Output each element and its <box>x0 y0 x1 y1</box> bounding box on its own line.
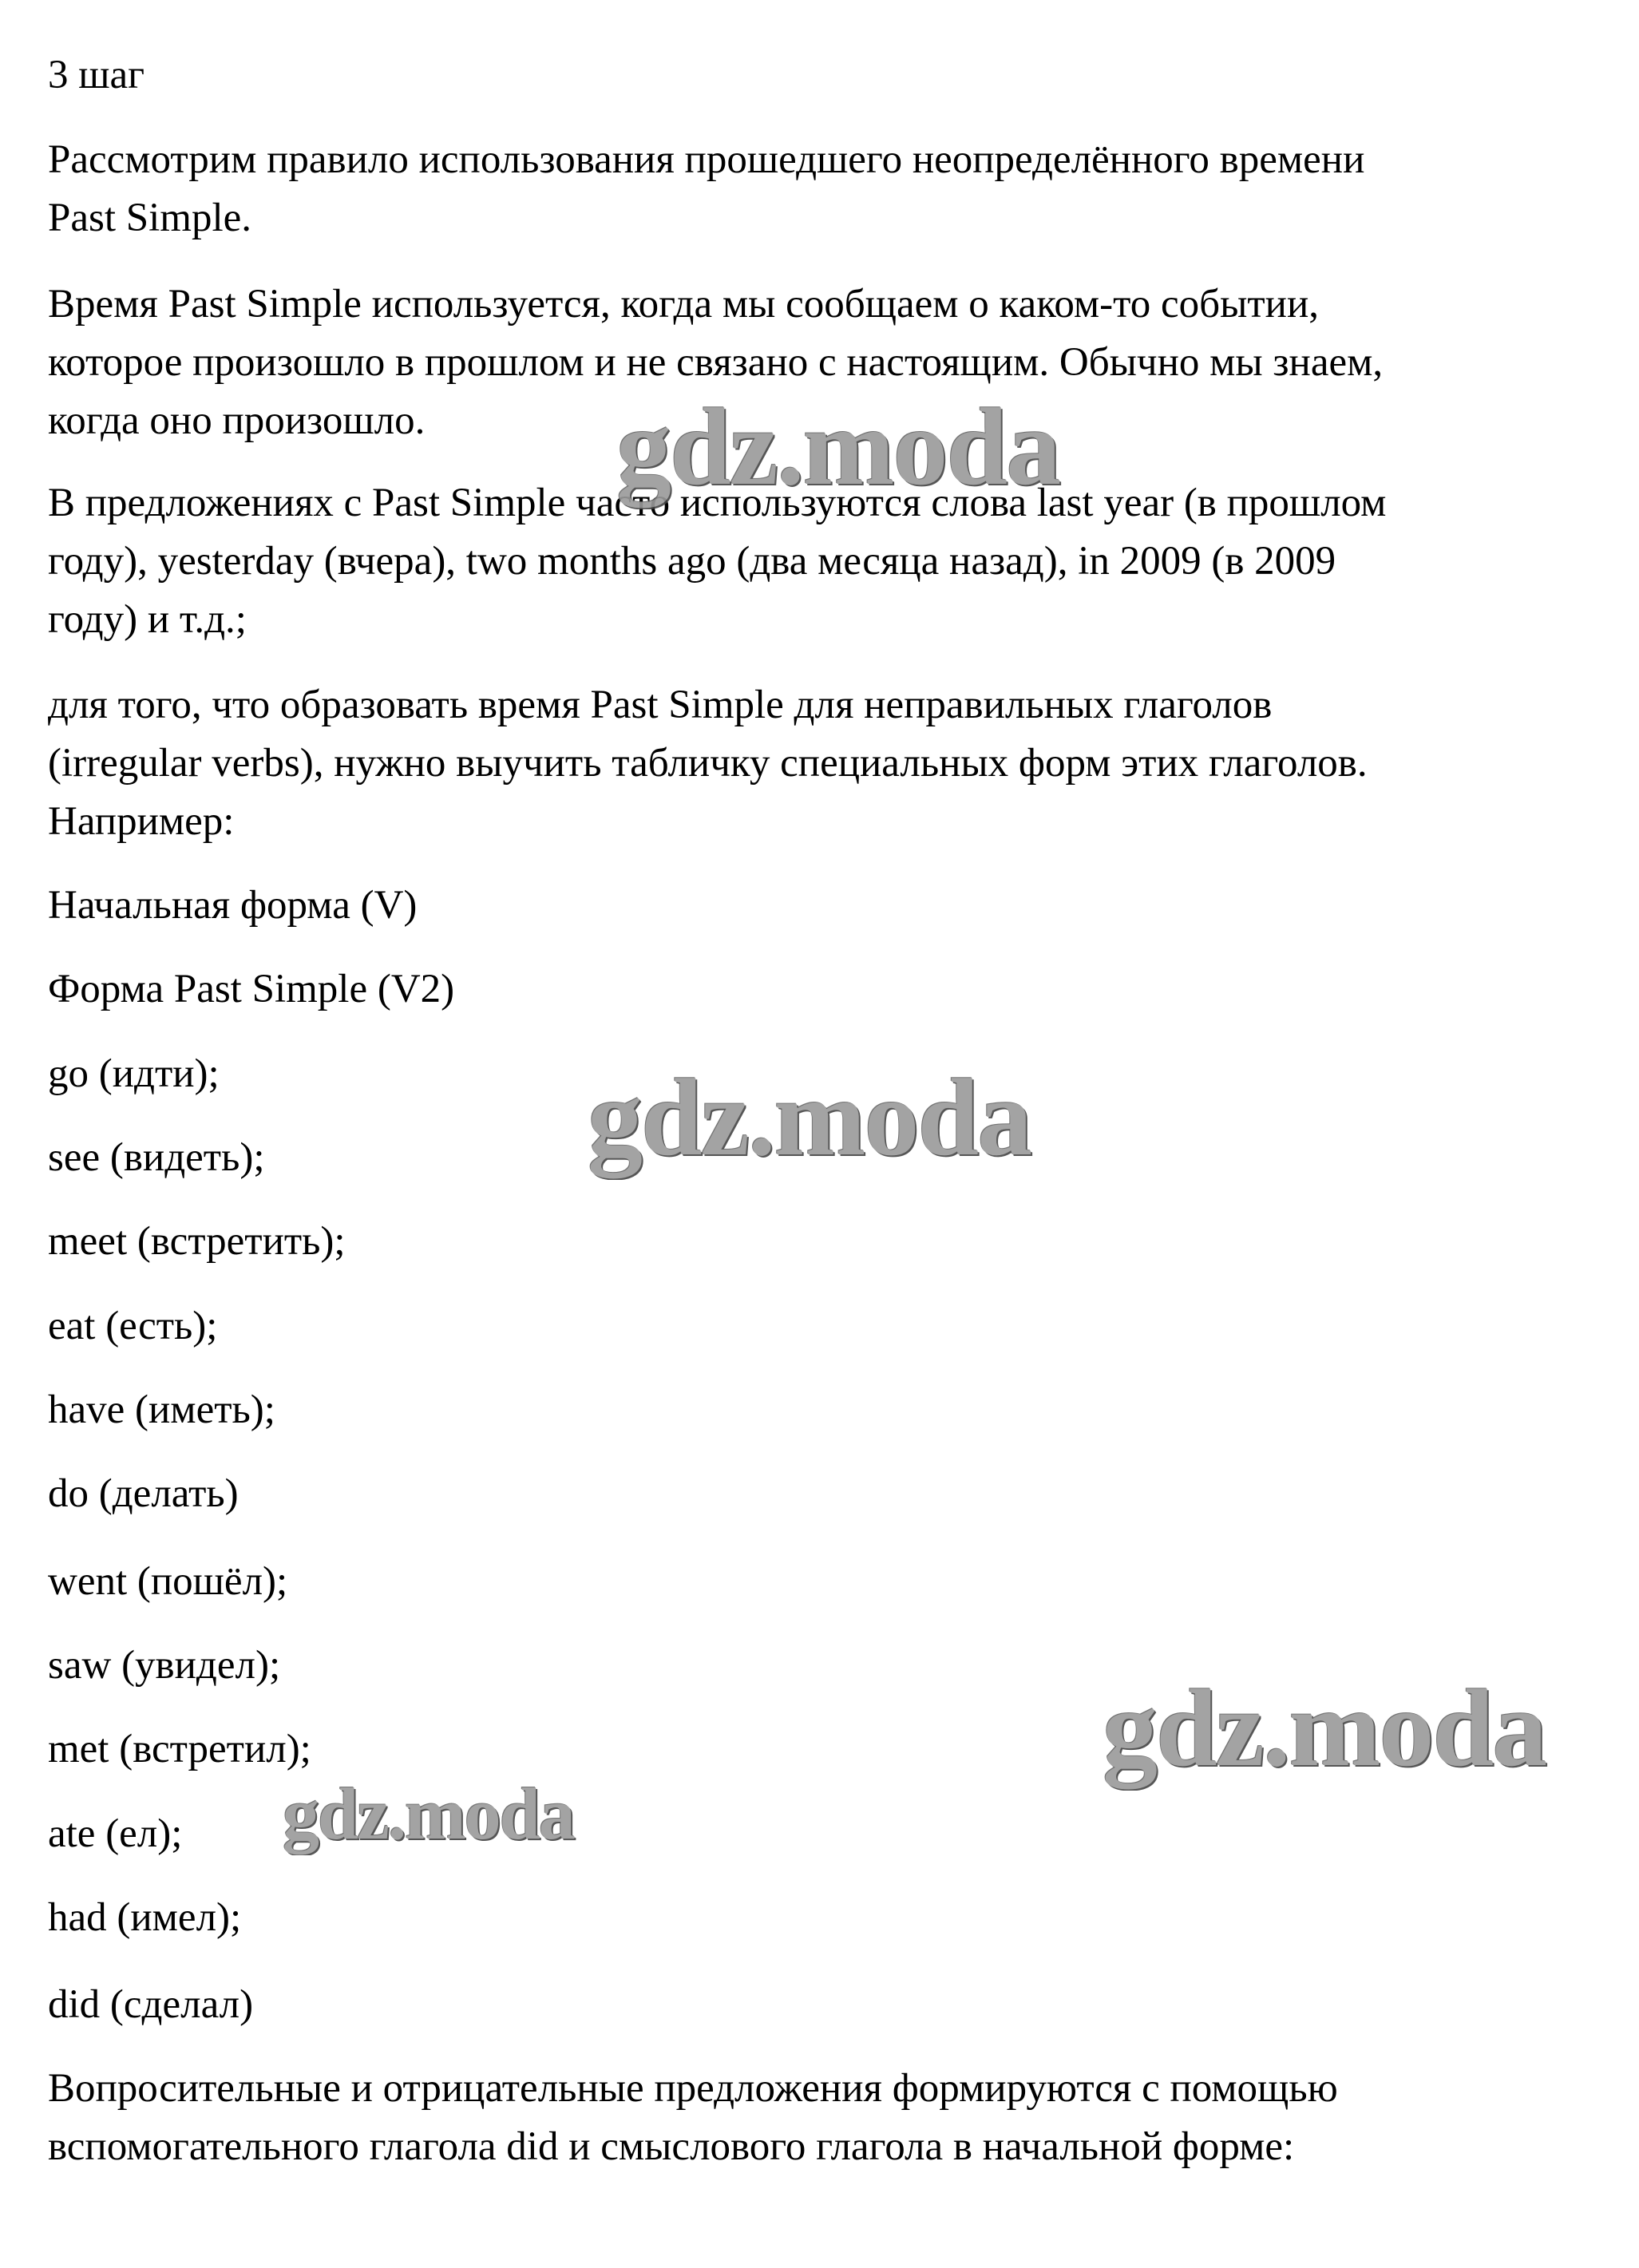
base-form-item: meet (встретить); <box>48 1219 346 1264</box>
paragraph-3-line-3: году) и т.д.; <box>48 597 247 642</box>
past-form-item: had (имел); <box>48 1895 242 1940</box>
base-form-item: have (иметь); <box>48 1387 275 1432</box>
watermark: gdz.moda <box>1103 1667 1546 1789</box>
past-form-item: met (встретил); <box>48 1727 311 1771</box>
step-title: 3 шаг <box>48 53 145 97</box>
paragraph-1-line-2: Past Simple. <box>48 196 252 240</box>
closing-line-1: Вопросительные и отрицательные предложения формируются с помощью <box>48 2066 1338 2111</box>
paragraph-4-line-1: для того, что образовать время Past Simple для неправильных глаголов <box>48 683 1273 727</box>
paragraph-2-line-2: которое произошло в прошлом и не связано с настоящим. Обычно мы знаем, <box>48 340 1384 385</box>
paragraph-3-line-1: В предложениях с Past Simple часто используются слова last year (в прошлом <box>48 481 1387 525</box>
past-form-item: went (пошёл); <box>48 1559 288 1604</box>
watermark: gdz.moda <box>588 1056 1031 1178</box>
paragraph-2-line-3: когда оно произошло. <box>48 398 426 443</box>
past-form-item: did (сделал) <box>48 1982 254 2027</box>
paragraph-3-line-2: году), yesterday (вчера), two months ago (два месяца назад), in 2009 (в 2009 <box>48 539 1336 584</box>
watermark: gdz.moda <box>616 386 1060 508</box>
past-form-item: ate (ел); <box>48 1811 183 1856</box>
base-form-item: do (делать) <box>48 1471 239 1516</box>
watermark: gdz.moda <box>283 1773 574 1854</box>
closing-line-2: вспомогательного глагола did и смыслового глагола в начальной форме: <box>48 2124 1295 2169</box>
base-form-item: go (идти); <box>48 1051 220 1096</box>
past-form-item: saw (увидел); <box>48 1643 281 1688</box>
header-past-form: Форма Past Simple (V2) <box>48 967 455 1011</box>
header-base-form: Начальная форма (V) <box>48 883 418 928</box>
base-form-item: eat (есть); <box>48 1304 218 1348</box>
paragraph-4-line-3: Например: <box>48 799 235 844</box>
paragraph-2-line-1: Время Past Simple используется, когда мы сообщаем о каком-то событии, <box>48 282 1320 327</box>
paragraph-4-line-2: (irregular verbs), нужно выучить табличку специальных форм этих глаголов. <box>48 741 1368 786</box>
base-form-item: see (видеть); <box>48 1135 265 1180</box>
paragraph-1-line-1: Рассмотрим правило использования прошедшего неопределённого времени <box>48 137 1365 182</box>
